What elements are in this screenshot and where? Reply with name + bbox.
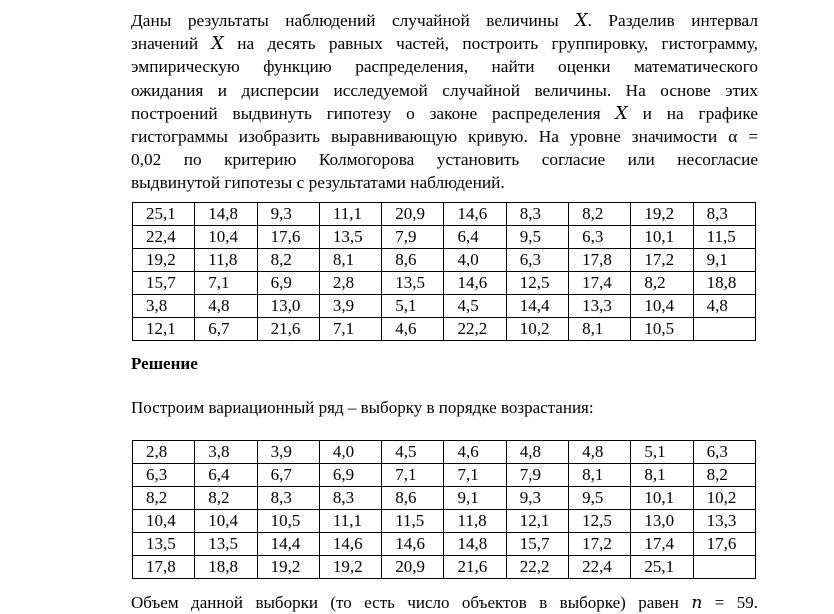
table-row	[133, 464, 756, 487]
table-cell: 8,2	[257, 249, 319, 272]
table-cell: 6,3	[506, 249, 568, 272]
table-cell: 8,6	[382, 487, 444, 510]
table-cell: 6,4	[195, 464, 257, 487]
table-cell: 8,3	[257, 487, 319, 510]
table-cell: 8,1	[569, 318, 631, 341]
table-row	[133, 441, 756, 464]
problem-line: значений 𝑋 на десять равных частей, построить группировку, гистограмму,	[131, 34, 758, 54]
table-cell: 4,6	[382, 318, 444, 341]
problem-line: Даны результаты наблюдений случайной величины 𝑋. Разделив интервал	[131, 11, 758, 30]
table-cell: 14,8	[195, 203, 257, 226]
table-cell: 7,1	[382, 464, 444, 487]
table-cell: 17,8	[133, 556, 195, 579]
table-cell: 4,8	[506, 441, 568, 464]
table-cell: 8,6	[382, 249, 444, 272]
table-row	[133, 272, 756, 295]
table-cell: 19,2	[631, 203, 693, 226]
table-cell: 7,1	[195, 272, 257, 295]
table-cell: 13,5	[133, 533, 195, 556]
table-row	[133, 510, 756, 533]
table-cell: 3,9	[257, 441, 319, 464]
table-cell: 12,1	[506, 510, 568, 533]
table-cell: 6,9	[319, 464, 381, 487]
table-cell: 10,5	[257, 510, 319, 533]
table-row	[133, 487, 756, 510]
table-cell: 20,9	[382, 203, 444, 226]
table-cell: 8,2	[693, 464, 755, 487]
table-cell: 3,9	[319, 295, 381, 318]
table-cell: 11,1	[319, 203, 381, 226]
table-cell: 8,1	[319, 249, 381, 272]
table-row	[133, 203, 756, 226]
table-cell: 8,3	[693, 203, 755, 226]
table-row	[133, 533, 756, 556]
table-cell: 4,8	[569, 441, 631, 464]
problem-line: выдвинутой гипотезы с результатами наблюдений.	[131, 173, 505, 193]
table-cell: 22,2	[444, 318, 506, 341]
table-cell: 12,5	[569, 510, 631, 533]
table-cell: 14,6	[444, 203, 506, 226]
table-cell: 3,8	[133, 295, 195, 318]
problem-line: гистограммы изобразить выравнивающую кривую. На уровне значимости α =	[131, 127, 758, 147]
table-row	[133, 318, 756, 341]
problem-statement	[131, 9, 758, 195]
table-cell: 4,0	[319, 441, 381, 464]
table-cell: 25,1	[133, 203, 195, 226]
table-cell: 13,0	[631, 510, 693, 533]
table-cell: 9,5	[506, 226, 568, 249]
table-cell: 11,1	[319, 510, 381, 533]
table-cell: 9,5	[569, 487, 631, 510]
table-cell: 7,9	[382, 226, 444, 249]
table-cell: 6,7	[257, 464, 319, 487]
table-cell: 10,4	[195, 226, 257, 249]
table-cell: 12,5	[506, 272, 568, 295]
table-row	[133, 249, 756, 272]
table-cell: 7,9	[506, 464, 568, 487]
table-cell: 10,4	[133, 510, 195, 533]
sample-size-text: Объем данной выборки (то есть число объектов в выборке) равен 𝑛 = 59.	[131, 593, 758, 612]
table-cell: 10,1	[631, 487, 693, 510]
table-cell: 8,2	[631, 272, 693, 295]
table-cell: 17,6	[257, 226, 319, 249]
table-cell: 11,8	[195, 249, 257, 272]
table-cell: 8,2	[195, 487, 257, 510]
table-cell: 14,6	[444, 272, 506, 295]
table-cell: 19,2	[319, 556, 381, 579]
table-cell: 17,4	[631, 533, 693, 556]
table-cell: 2,8	[133, 441, 195, 464]
table-cell: 18,8	[195, 556, 257, 579]
table-cell: 4,6	[444, 441, 506, 464]
table-cell: 19,2	[257, 556, 319, 579]
table-cell: 7,1	[319, 318, 381, 341]
table-cell: 6,3	[569, 226, 631, 249]
table-cell: 21,6	[444, 556, 506, 579]
table-cell: 17,4	[569, 272, 631, 295]
table-cell: 6,7	[195, 318, 257, 341]
table-cell	[693, 556, 755, 579]
table-cell: 8,2	[569, 203, 631, 226]
solution-intro: Построим вариационный ряд – выборку в порядке возрастания:	[131, 398, 594, 417]
table-cell: 13,5	[319, 226, 381, 249]
table-cell: 8,3	[319, 487, 381, 510]
table-cell: 17,2	[569, 533, 631, 556]
table-cell: 11,5	[382, 510, 444, 533]
table-cell: 8,1	[569, 464, 631, 487]
table-cell: 13,0	[257, 295, 319, 318]
table-cell: 5,1	[631, 441, 693, 464]
table-cell: 10,4	[195, 510, 257, 533]
problem-line: построений выдвинуть гипотезу о законе распределения 𝑋 и на графике	[131, 103, 758, 123]
table-cell: 11,5	[693, 226, 755, 249]
table-cell: 25,1	[631, 556, 693, 579]
table-cell: 6,3	[133, 464, 195, 487]
table-cell: 17,6	[693, 533, 755, 556]
solution-heading: Решение	[131, 354, 198, 373]
problem-line: 0,02 по критерию Колмогорова установить согласие или несогласие	[131, 150, 758, 170]
table-cell: 14,6	[319, 533, 381, 556]
table-cell: 4,8	[195, 295, 257, 318]
table-cell: 18,8	[693, 272, 755, 295]
table-cell: 15,7	[133, 272, 195, 295]
table-cell: 9,1	[444, 487, 506, 510]
table-cell: 4,0	[444, 249, 506, 272]
table-cell: 10,1	[631, 226, 693, 249]
table-cell: 17,8	[569, 249, 631, 272]
table-cell: 19,2	[133, 249, 195, 272]
table-cell: 14,6	[382, 533, 444, 556]
table-cell: 12,1	[133, 318, 195, 341]
table-cell: 8,3	[506, 203, 568, 226]
table-row	[133, 556, 756, 579]
table-cell: 10,5	[631, 318, 693, 341]
table-cell: 9,3	[257, 203, 319, 226]
table-cell: 22,2	[506, 556, 568, 579]
table-cell: 7,1	[444, 464, 506, 487]
table-cell: 21,6	[257, 318, 319, 341]
table-cell: 22,4	[569, 556, 631, 579]
table-cell: 10,2	[506, 318, 568, 341]
table-cell	[693, 318, 755, 341]
table-cell: 3,8	[195, 441, 257, 464]
table-cell: 13,5	[382, 272, 444, 295]
table-cell: 17,2	[631, 249, 693, 272]
table-cell: 4,5	[382, 441, 444, 464]
table-cell: 14,4	[506, 295, 568, 318]
table-cell: 9,3	[506, 487, 568, 510]
table-cell: 10,4	[631, 295, 693, 318]
table-cell: 4,8	[693, 295, 755, 318]
table-cell: 6,3	[693, 441, 755, 464]
table-row	[133, 295, 756, 318]
table-cell: 13,3	[693, 510, 755, 533]
table-cell: 15,7	[506, 533, 568, 556]
table-cell: 20,9	[382, 556, 444, 579]
table-cell: 10,2	[693, 487, 755, 510]
table-cell: 13,3	[569, 295, 631, 318]
table-cell: 4,5	[444, 295, 506, 318]
problem-line: ожидания и дисперсии исследуемой случайной величины. На основе этих	[131, 80, 758, 100]
table-cell: 6,9	[257, 272, 319, 295]
table-row	[133, 226, 756, 249]
table-cell: 9,1	[693, 249, 755, 272]
table-cell: 11,8	[444, 510, 506, 533]
observations-table	[132, 202, 756, 341]
table-cell: 6,4	[444, 226, 506, 249]
table-cell: 5,1	[382, 295, 444, 318]
table-cell: 8,2	[133, 487, 195, 510]
table-cell: 13,5	[195, 533, 257, 556]
problem-line: эмпирическую функцию распределения, найти оценки математического	[131, 57, 758, 77]
table-cell: 14,4	[257, 533, 319, 556]
table-cell: 2,8	[319, 272, 381, 295]
variation-series-table	[132, 440, 756, 579]
table-cell: 14,8	[444, 533, 506, 556]
table-cell: 22,4	[133, 226, 195, 249]
table-cell: 8,1	[631, 464, 693, 487]
